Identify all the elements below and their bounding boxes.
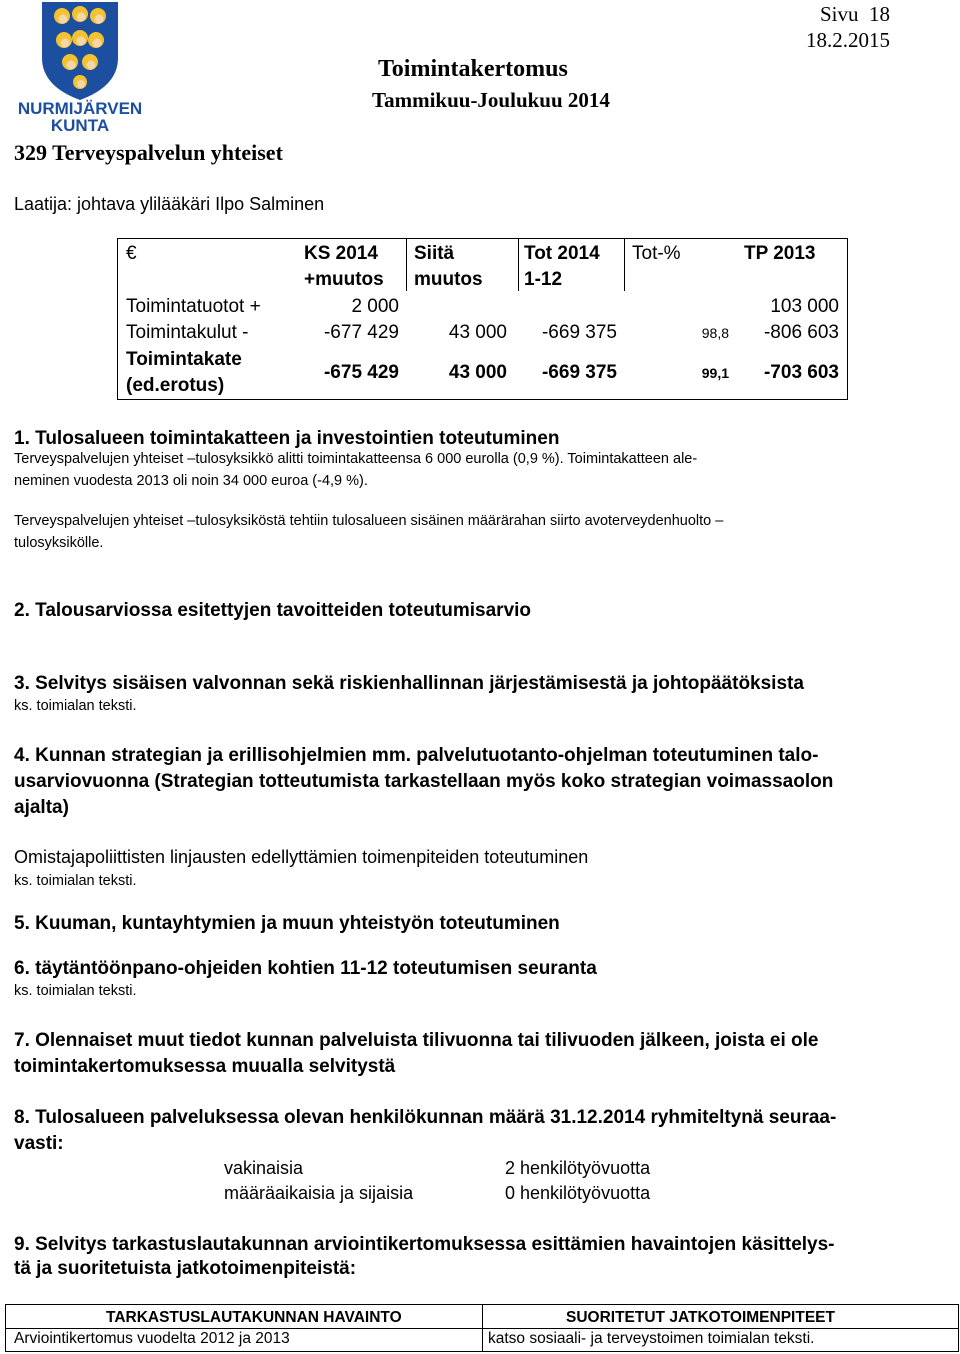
section-1-p2-line2: tulosyksikölle. xyxy=(14,535,104,551)
section-9-heading-line1: 9. Selvitys tarkastuslautakunnan arviointikertomuksessa esittämien havaintojen käsittelys- xyxy=(14,1234,835,1255)
coat-of-arms-icon xyxy=(14,0,146,132)
page-number-value: 18 xyxy=(869,2,891,26)
total-pct: 99,1 xyxy=(701,365,729,381)
header-siita-sub: muutos xyxy=(414,269,483,290)
col1-header: TARKASTUSLAUTAKUNNAN HAVAINTO xyxy=(106,1309,402,1326)
unit-title: 329 Terveyspalvelun yhteiset xyxy=(14,140,283,165)
page-number xyxy=(820,2,890,27)
header-tot-sub: 1-12 xyxy=(524,269,563,290)
col-divider xyxy=(518,239,519,291)
header-siita: Siitä xyxy=(414,243,455,264)
header-tot-pct: Tot-% xyxy=(632,243,681,264)
row-label: Toimintatuotot + xyxy=(126,296,261,317)
row-siita: 43 000 xyxy=(448,322,507,343)
row-divider xyxy=(6,1328,958,1329)
header-tot: Tot 2014 xyxy=(524,243,600,264)
section-3-note: ks. toimialan teksti. xyxy=(14,698,137,714)
col-divider xyxy=(624,239,625,291)
staff-label: vakinaisia xyxy=(224,1158,304,1178)
section-7-heading-line1: 7. Olennaiset muut tiedot kunnan palveluista tilivuonna tai tilivuoden jälkeen, joista ei ole xyxy=(14,1030,819,1051)
total-siita: 43 000 xyxy=(448,362,507,383)
total-label-sub: (ed.erotus) xyxy=(126,375,225,396)
section-9-heading-line2: tä ja suoritetuista jatkotoimenpiteistä: xyxy=(14,1258,357,1279)
section-4-subheading: Omistajapoliittisten linjausten edellyttämien toimenpiteiden toteutuminen xyxy=(14,847,589,867)
page-label: Sivu xyxy=(820,2,859,26)
section-4-heading-line3: ajalta) xyxy=(14,797,69,818)
page-date: 18.2.2015 xyxy=(806,28,890,52)
row-label: Toimintakulut - xyxy=(126,322,249,343)
row-tot: -669 375 xyxy=(541,322,617,343)
author-line: Laatija: johtava ylilääkäri Ilpo Salminen xyxy=(14,194,325,214)
staff-value: 0 henkilötyövuotta xyxy=(505,1183,651,1203)
header-ks: KS 2014 xyxy=(304,243,378,264)
section-6-note: ks. toimialan teksti. xyxy=(14,983,137,999)
section-3-heading: 3. Selvitys sisäisen valvonnan sekä riskienhallinnan järjestämisestä ja johtopäätöksista xyxy=(14,673,804,694)
section-8-heading-line1: 8. Tulosalueen palveluksessa olevan henkilökunnan määrä 31.12.2014 ryhmiteltynä seuraa- xyxy=(14,1107,837,1128)
row-ks: -677 429 xyxy=(323,322,399,343)
section-1-p1-line1: Terveyspalvelujen yhteiset –tulosyksikkö alitti toimintakatteensa 6 000 eurolla (0,9 %). Toimintakatteen ale- xyxy=(14,451,698,467)
svg-text:KUNTA: KUNTA xyxy=(50,116,110,132)
section-1-heading: 1. Tulosalueen toimintakatteen ja investointien toteutuminen xyxy=(14,428,560,449)
total-tot: -669 375 xyxy=(541,362,617,383)
col-divider xyxy=(406,239,407,291)
section-7-heading-line2: toimintakertomuksessa muualla selvitystä xyxy=(14,1056,396,1077)
svg-text:NURMIJÄRVEN: NURMIJÄRVEN xyxy=(17,99,143,118)
document-period: Tammikuu-Joulukuu 2014 xyxy=(372,88,610,112)
header-ks-sub: +muutos xyxy=(304,269,384,290)
section-2-heading: 2. Talousarviossa esitettyjen tavoitteiden toteutumisarvio xyxy=(14,600,532,621)
total-label: Toimintakate xyxy=(126,349,242,370)
col2-value: katso sosiaali- ja terveystoimen toimialan teksti. xyxy=(488,1330,815,1347)
total-ks: -675 429 xyxy=(323,362,399,383)
row-ks: 2 000 xyxy=(351,296,399,317)
section-1-p1-line2: neminen vuodesta 2013 oli noin 34 000 euroa (-4,9 %). xyxy=(14,473,368,489)
section-4-note: ks. toimialan teksti. xyxy=(14,873,137,889)
staff-value: 2 henkilötyövuotta xyxy=(505,1158,651,1178)
finance-table xyxy=(117,238,848,400)
currency-symbol: € xyxy=(126,243,137,264)
section-4-heading-line2: usarviovuonna (Strategian totteutumista tarkastellaan myös koko strategian voimassaolon xyxy=(14,771,834,792)
header-tp: TP 2013 xyxy=(744,243,816,264)
audit-findings-table xyxy=(5,1304,959,1352)
total-tp: -703 603 xyxy=(763,362,839,383)
col2-header: SUORITETUT JATKOTOIMENPITEET xyxy=(566,1309,835,1326)
section-8-heading-line2: vasti: xyxy=(14,1133,64,1154)
section-5-heading: 5. Kuuman, kuntayhtymien ja muun yhteistyön toteutuminen xyxy=(14,913,560,934)
section-1-p2-line1: Terveyspalvelujen yhteiset –tulosyksiköstä tehtiin tulosalueen sisäinen määrärahan siirto avoterveydenhuolto – xyxy=(14,513,724,529)
row-tp: -806 603 xyxy=(763,322,839,343)
section-6-heading: 6. täytäntöönpano-ohjeiden kohtien 11-12 toteutumisen seuranta xyxy=(14,958,597,979)
col1-value: Arviointikertomus vuodelta 2012 ja 2013 xyxy=(14,1330,290,1347)
municipality-logo xyxy=(14,0,146,132)
row-tp: 103 000 xyxy=(770,296,839,317)
staff-label: määräaikaisia ja sijaisia xyxy=(224,1183,414,1203)
section-4-heading-line1: 4. Kunnan strategian ja erillisohjelmien mm. palvelutuotanto-ohjelman toteutuminen talo- xyxy=(14,745,819,766)
row-pct: 98,8 xyxy=(701,325,729,341)
document-title: Toimintakertomus xyxy=(378,56,568,82)
